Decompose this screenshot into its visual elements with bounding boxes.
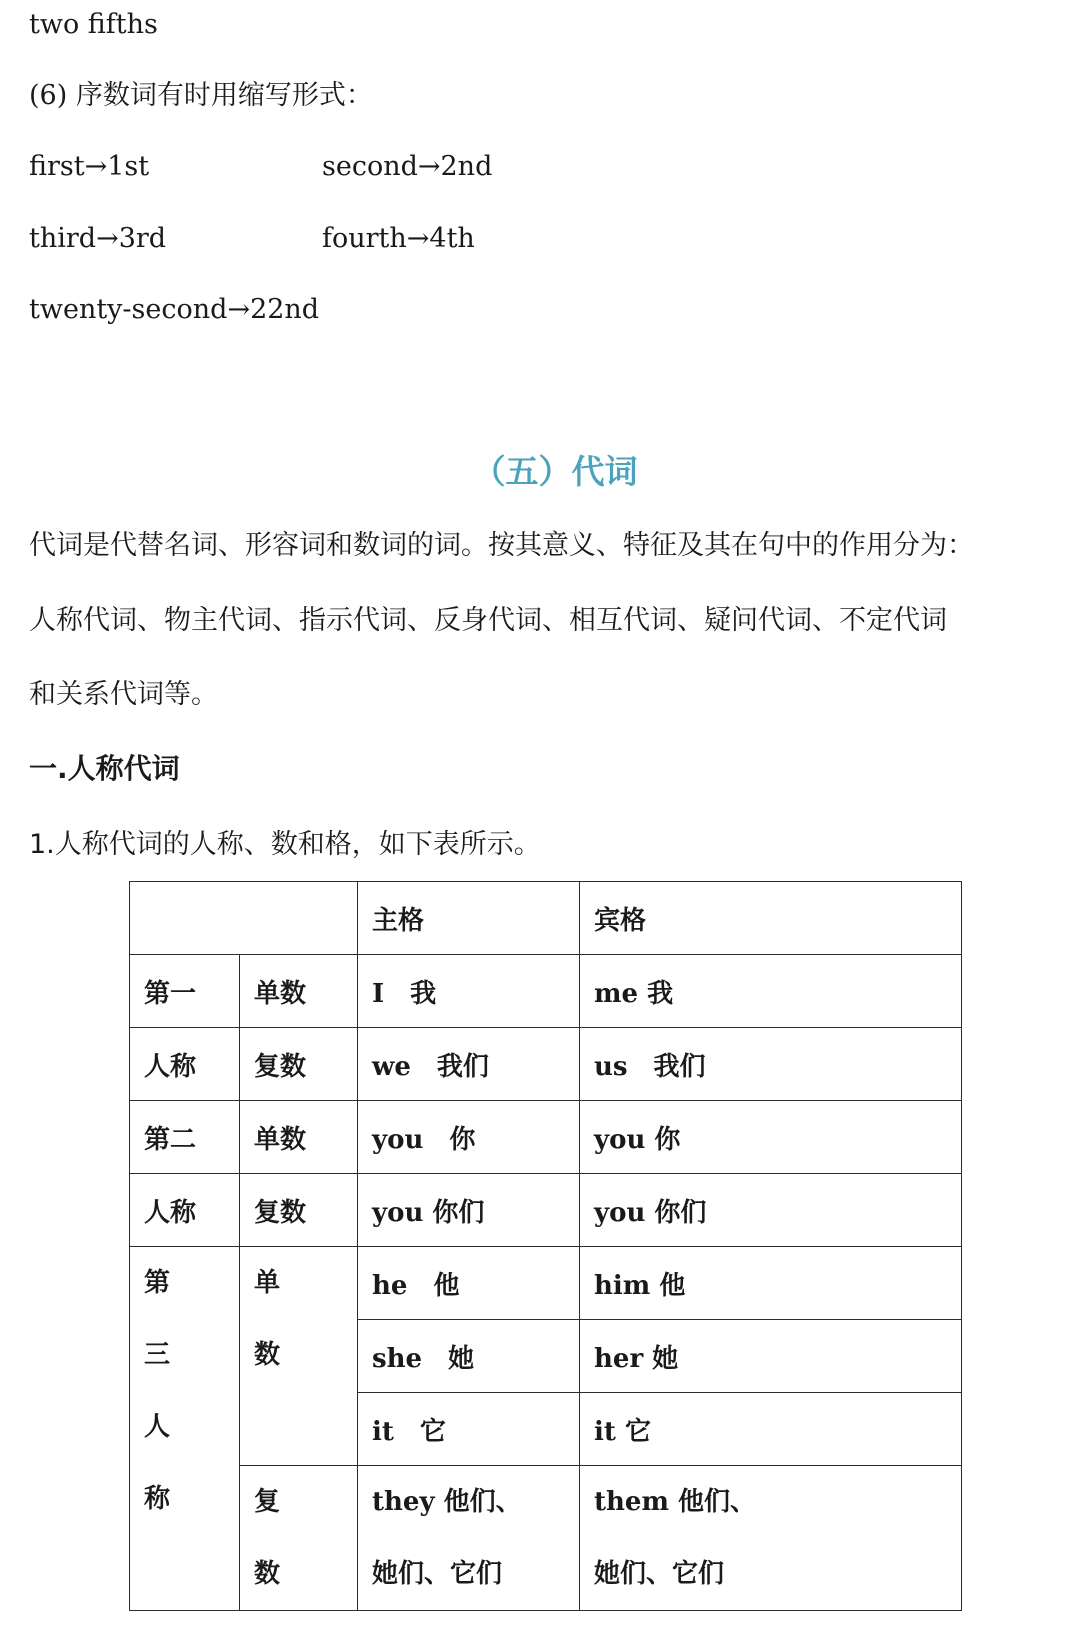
table-header-row [130,882,962,955]
paragraph-line-2: 人称代词、物主代词、指示代词、反身代词、相互代词、疑问代词、不定代词 [29,605,947,636]
third-person-it-objective: it 它 [580,1393,962,1466]
personal-pronoun-table [129,881,962,1611]
third-person-they-nominative [358,1466,580,1611]
third-person-singular-char-2: 数 [254,1340,281,1370]
second-person-plural-objective: you 你们 [580,1174,962,1247]
third-person-singular-char-1: 单 [254,1268,281,1298]
first-person-plural-nominative: we 我们 [358,1028,580,1101]
second-person-label-2: 人称 [130,1174,240,1247]
section-title: （五）代词 [472,452,638,491]
them-objective-line-1: them 他们、 [594,1487,757,1517]
third-person-it-nominative: it 它 [358,1393,580,1466]
table-row [130,955,962,1028]
they-nominative-line-1: they 他们、 [372,1487,522,1517]
third-person-she-nominative: she 她 [358,1320,580,1393]
ordinal-twenty-second: twenty-second→22nd [29,294,320,325]
second-person-plural-nominative: you 你们 [358,1174,580,1247]
header-corner-cell [130,882,358,955]
third-person-label-cell [130,1247,240,1611]
first-person-singular-label: 单数 [240,955,358,1028]
them-objective-line-2: 她们、它们 [594,1559,725,1589]
header-objective: 宾格 [580,882,962,955]
third-person-char-1: 第 [144,1268,171,1298]
paragraph-line-1: 代词是代替名词、形容词和数词的词。按其意义、特征及其在句中的作用分为： [29,530,974,561]
third-person-he-nominative: he 他 [358,1247,580,1320]
text-two-fifths: two fifths [29,9,158,40]
third-person-char-4: 称 [144,1484,171,1514]
paragraph-line-3: 和关系代词等。 [29,679,218,710]
ordinal-first: first→1st [29,151,150,182]
third-person-singular-label-cell [240,1247,358,1466]
table-row [130,1101,962,1174]
third-person-him-objective: him 他 [580,1247,962,1320]
third-person-plural-label-cell [240,1466,358,1611]
first-person-label-2: 人称 [130,1028,240,1101]
second-person-singular-objective: you 你 [580,1101,962,1174]
ordinal-second: second→2nd [322,151,493,182]
third-person-plural-char-2: 数 [254,1559,281,1589]
third-person-them-objective [580,1466,962,1611]
ordinal-third: third→3rd [29,223,167,254]
first-person-label-1: 第一 [130,955,240,1028]
first-person-singular-nominative: I 我 [358,955,580,1028]
first-person-plural-label: 复数 [240,1028,358,1101]
third-person-her-objective: her 她 [580,1320,962,1393]
first-person-plural-objective: us 我们 [580,1028,962,1101]
third-person-char-2: 三 [144,1340,171,1370]
second-person-singular-label: 单数 [240,1101,358,1174]
second-person-label-1: 第二 [130,1101,240,1174]
header-nominative: 主格 [358,882,580,955]
second-person-singular-nominative: you 你 [358,1101,580,1174]
third-person-plural-char-1: 复 [254,1487,281,1517]
table-intro: 1.人称代词的人称、数和格，如下表所示。 [29,829,541,860]
ordinal-abbreviation-note: (6) 序数词有时用缩写形式： [29,80,373,111]
third-person-char-3: 人 [144,1412,171,1442]
table-row [130,1028,962,1101]
table-row [130,1174,962,1247]
table-row [130,1247,962,1320]
second-person-plural-label: 复数 [240,1174,358,1247]
ordinal-fourth: fourth→4th [322,223,475,254]
they-nominative-line-2: 她们、它们 [372,1559,503,1589]
first-person-singular-objective: me 我 [580,955,962,1028]
subheading-personal-pronouns: 一.人称代词 [29,752,180,785]
